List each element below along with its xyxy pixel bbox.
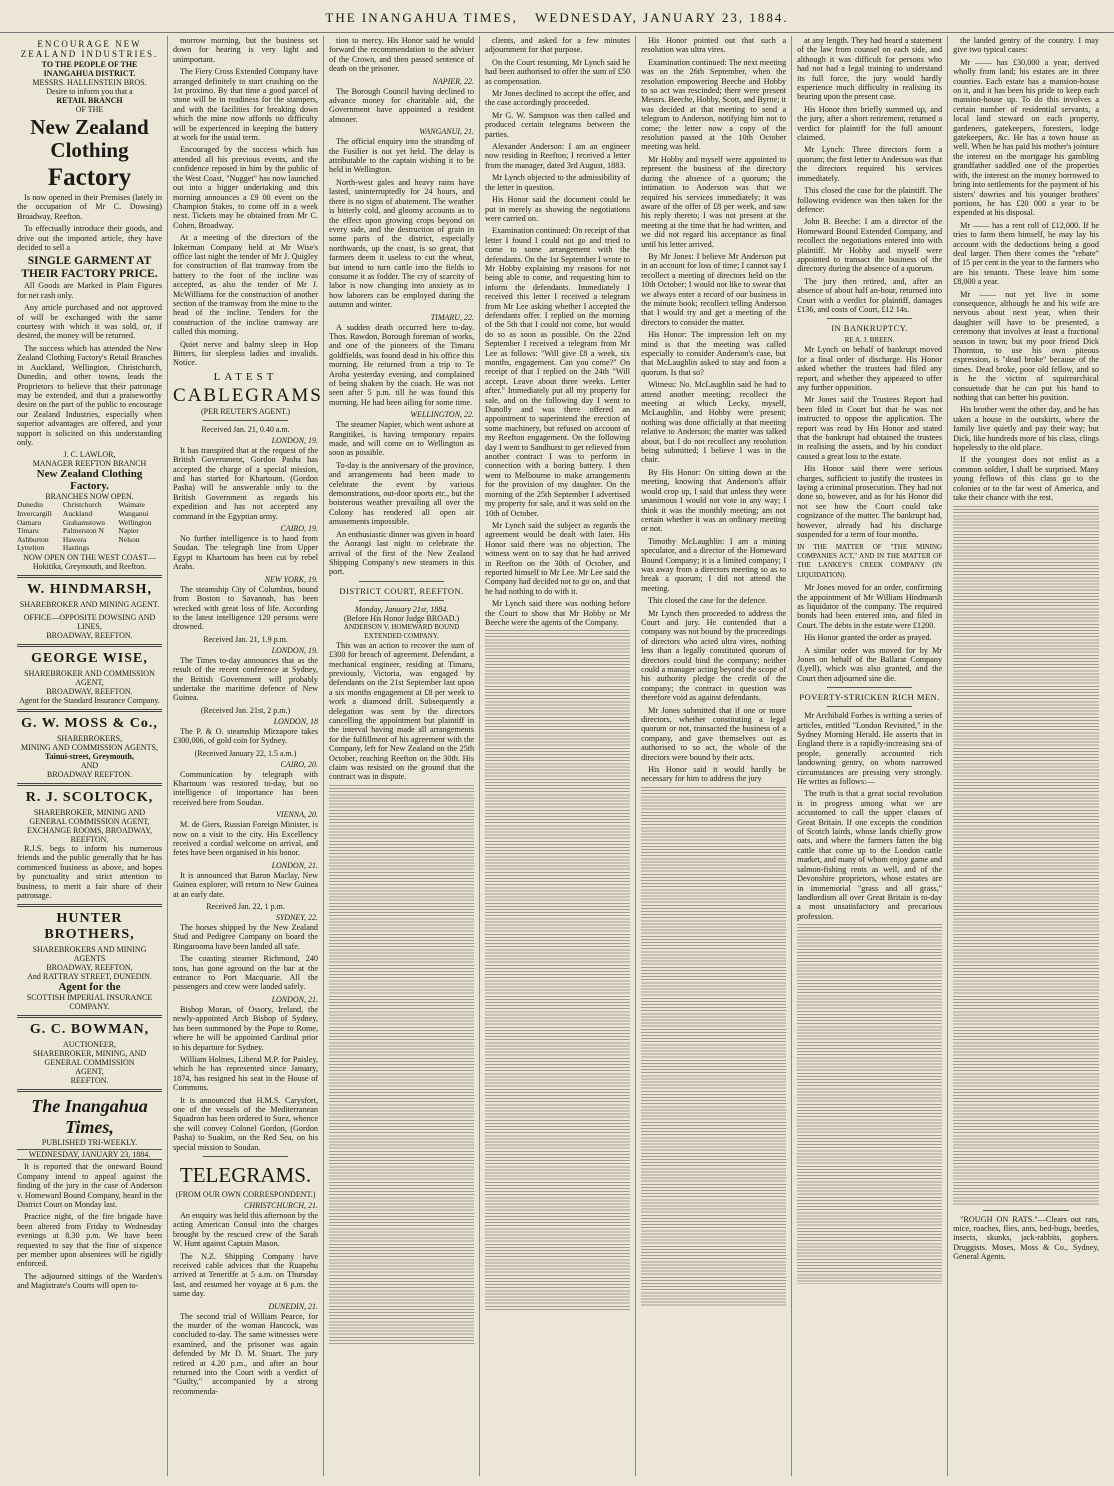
court-paragraph: Examination continued: On receipt of that letter I found I could not go and tried to come to some arrangement with the defendants. On the 1st September I wrote to Mr Hobby explaining my reasons for not being able to come, and requesting him to inform the defendants. Immediately I received this letter I received a telegram from Mr Lee asking whether I accepted the defendants offer. I replied on the morning of the 5th that I could not come, but would do so as soon as possible. On the 22nd September I received a telegram from Mr Lee as follows: "Will give £8 a week, six months, engagement. Can you come?" On receipt of that I replied on the 24th "Will accept. Leave about three weeks. Letter after." Immediately put all my property for sale, and on the following day I went to Dunolly and was there offered an appointment to superintend the erection of some machinery, but refused on account of my Reefton engagement. On the following day I went to Sandhurst to get relieved from another contract I was to perform in connection with a boring battery. I then went to Melbourne to make arrangements for the provision of my daughter. On the morning of the 25th September I advertised my property for sale, and it was sold on the 10th of October. bbox=[485, 226, 631, 518]
reuter-line: (PER REUTER'S AGENT.) bbox=[200, 406, 291, 416]
winding-up-heading: IN THE MATTER OF "THE MINING COMPANIES ACT," AND IN THE MATTER OF THE LANKEY'S CREEK COMPANY (IN LIQUIDATION). bbox=[797, 542, 943, 579]
article-paragraph: Mr —— has £30,000 a year, derived wholly from land; his estates are in three counties. Each estate has a mansion-house on it, and it has been his pride to keep each mansion-house up. To do this involves a certain number of residential servants, a local land steward on each property, gardeners, gatekeepers, foresters, lodge gatekeepers, &c. He has a town house as well. When he has paid his mother's jointure the interest on the mortgage his gambling grandfather saddled one of the properties with, the interest on the money borrowed to bring into settlements for the payment of his sisters' dowries and his younger brothers' portions, he has £20 000 a year to be expended at his disposal. bbox=[953, 57, 1099, 218]
branch-cell: Christchurch bbox=[62, 500, 102, 510]
column-telegrams-court bbox=[324, 36, 480, 1476]
dateline-place: TIMARU, 22. bbox=[430, 312, 475, 322]
article-paragraph: the landed gentry of the country. I may give two typical cases: bbox=[953, 36, 1099, 55]
factory-title: Factory bbox=[47, 164, 132, 191]
branch-cell: Palmerston N bbox=[62, 526, 104, 536]
bowman-title: AUCTIONEER, bbox=[62, 1040, 117, 1050]
divider bbox=[827, 706, 912, 707]
received-line: Received Jan. 21, 0.40 a.m. bbox=[201, 424, 290, 434]
branch-cell: Hastings bbox=[62, 543, 90, 553]
dateline: WEDNESDAY, JANUARY 23, 1884. bbox=[17, 1149, 162, 1160]
court-paragraph: The jury then retired, and, after an absence of about half an-hour, returned into Court with a verdict for plaintiff, damages £136, and costs of Court, £12 14s. bbox=[797, 276, 943, 314]
received-line: (Received January 22, 1.5 a.m.) bbox=[194, 748, 297, 758]
masthead-paper: THE INANGAHUA TIMES, bbox=[325, 10, 518, 25]
news-paragraph: At a meeting of the directors of the Inkerman Company held at Mr Wise's office last night the tender of Mr J. Quigley for construction of flat tramway from the battery to the foot of the incline was accepted, as also the tender of Mr J. McWilliams for the construction of another section of the tramway from the mine to the head of the incline. Tenders for the construction of the incline tramway are called this morning. bbox=[173, 233, 319, 337]
published-line: PUBLISHED TRI-WEEKLY. bbox=[41, 1138, 138, 1148]
moss-mining: MINING AND COMMISSION AGENTS, bbox=[21, 742, 158, 752]
divider bbox=[827, 318, 912, 319]
court-paragraph: His Honor said it would hardly be necessary for him to address the jury bbox=[641, 765, 787, 784]
hindmarsh-title: SHAREBROKER AND MINING AGENT. bbox=[19, 599, 160, 609]
cable-paragraph: It is announced that H.M.S. Carysfort, one of the vessels of the Mediterranean Squadron has been ordered to Suez, whence she will convey Colonel Gordon, (Gordon Pasha) to Suakim, on the Red Sea, on his special mission to Soudan. bbox=[173, 1095, 319, 1152]
court-report-continued bbox=[641, 787, 786, 1307]
telegram-paragraph: The Borough Council having declined to advance money for charitable aid, the Government have appointed a resident almoner. bbox=[329, 86, 475, 124]
court-date: Monday, January 21st, 1884. bbox=[354, 604, 449, 614]
column-advertisements bbox=[12, 36, 168, 1476]
column-cablegrams bbox=[168, 36, 324, 1476]
scoltock-name: R. J. SCOLTOCK, bbox=[25, 789, 154, 805]
bankruptcy-paragraph: Mr Lynch on behalf of bankrupt moved for a final order of discharge. His Honor asked whether the trustees had filed any report, and whether they appeared to offer any further opposition. bbox=[797, 345, 943, 392]
received-line: Received Jan. 21, 1.9 p.m. bbox=[203, 634, 288, 644]
bankruptcy-heading: IN BANKRUPTCY. bbox=[831, 323, 908, 334]
column-article bbox=[948, 36, 1104, 1476]
intro-heading: TO THE PEOPLE OF THE INANGAHUA DISTRICT. bbox=[41, 60, 138, 78]
branch-cell: Wellington bbox=[118, 517, 152, 527]
branch-cell: Wanganui bbox=[118, 508, 149, 518]
hunter-title: SHAREBROKERS AND MINING AGENTS bbox=[32, 945, 147, 964]
moss-address: Tainui-street, Greymouth, bbox=[45, 751, 134, 761]
cable-paragraph: The horses shipped by the New Zealand Stud and Pedigree Company on board the Ringarooma have been landed all safe. bbox=[173, 923, 319, 951]
hunter-address: BROADWAY, REEFTON, bbox=[46, 963, 133, 973]
dateline-place: NAPIER, 22. bbox=[432, 76, 475, 86]
west-coast-heading: NOW OPEN ON THE WEST COAST— bbox=[23, 552, 156, 562]
news-paragraph: morrow morning, but the business set down for hearing is very light and unimportant. bbox=[173, 36, 319, 64]
poverty-heading: POVERTY-STRICKEN RICH MEN. bbox=[799, 692, 940, 703]
court-paragraph: Mr Lynch objected to the admissibility of the letter in question. bbox=[485, 173, 631, 192]
bowman-line4: AGENT, bbox=[75, 1067, 104, 1077]
court-paragraph: Mr Hobby and myself were appointed to represent the business of the directory during the absence of a quorum; the intimation to Anderson was that we required his services immediately; it was aware of the offer of £8 per week, and saw his reply thereto; I was not present at the meeting at the time that he had written, and we did not regard his acceptance as final until his letter arrived. bbox=[641, 154, 787, 249]
dateline-place: CHRISTCHURCH, 21. bbox=[244, 1200, 319, 1210]
west-coast-towns: Hokitika, Greymouth, and Reefton. bbox=[32, 561, 147, 571]
court-paragraph: Alexander Anderson: I am an engineer now residing in Reefton; I received a letter from the manager, dated 3rd August, 1883. bbox=[485, 142, 631, 170]
branch-cell: Timaru bbox=[17, 526, 39, 536]
scoltock-text: R.J.S. begs to inform his numerous friends and the public generally that he has commenced business as above, and hopes by punctuality and strict attention to business, to merit a fair share of their patronage. bbox=[17, 843, 163, 900]
branch-cell: Dunedin bbox=[17, 500, 43, 510]
table-row bbox=[17, 544, 162, 553]
dateline-place: LONDON, 19. bbox=[271, 645, 319, 655]
cable-paragraph: Bishop Moran, of Ossory, Ireland, the newly-appointed Arch Bishop of Sydney, has been summoned by the Pope to Rome, where he will be appointed Cardinal prior to his departure for Sydney. bbox=[173, 1004, 319, 1052]
practice-text: Practice night, of the fire brigade have been altered from Friday to Wednesday evenings at 8.30 p.m. We have been requested to say that the fine of sixpence per member upon absentees will be rigidly enforced. bbox=[17, 1212, 163, 1269]
divider bbox=[983, 1210, 1069, 1211]
branch-cell bbox=[118, 544, 162, 553]
article-paragraph: If the youngest does not enlist as a common soldier, I shall be surprised. Many young fellows of this class go to the colonies or to the far west of America, and take their chance with the rest. bbox=[953, 455, 1099, 503]
telegram-paragraph: The steamer Napier, which went ashore at Rangitikei, is having temporary repairs made, and will come on to Wellington as soon as possible. bbox=[329, 420, 475, 458]
dateline-place: CAIRO, 19. bbox=[280, 524, 319, 534]
dateline-place: SYDNEY, 22. bbox=[275, 913, 319, 923]
branch-cell: Napier bbox=[118, 526, 139, 536]
court-judge: (Before His Honor Judge BROAD.) bbox=[343, 613, 460, 623]
masthead-date: WEDNESDAY, JANUARY 23, 1884. bbox=[535, 10, 789, 25]
manager-name: J. C. LAWLOR, bbox=[63, 450, 116, 460]
bankruptcy-paragraph: Mr Jones said the Trustees Report had been filed in Court but that he was not instructed to oppose the application. The report was read by His Honor and stated that the bankrupt had obtained the trustees in realising the assets, and by his conduct caused a great loss to the estate. bbox=[797, 395, 943, 461]
nz-clothing-title: New Zealand Clothing bbox=[30, 115, 149, 162]
divider bbox=[203, 420, 288, 421]
bowman-line3: GENERAL COMMISSION bbox=[44, 1058, 135, 1068]
bowman-address: REEFTON. bbox=[70, 1076, 109, 1086]
branch-cell: Invercargill bbox=[17, 508, 52, 518]
nzcf-heading: New Zealand Clothing Factory. bbox=[36, 468, 143, 493]
telegram-paragraph: To-day is the anniversary of the province, and arrangements had been made to celebrate the event by various demonstrations, out-door sports etc., but the boisterous weather prevailing all over the Colony has rendered all open air amusements impossible. bbox=[329, 460, 475, 527]
paper-name: The Inangahua Times, bbox=[31, 1096, 148, 1138]
hindmarsh-office: OFFICE—OPPOSITE DOWSING AND LINES, bbox=[23, 612, 156, 631]
telegram-paragraph: The official enquiry into the stranding of the Fusilier is not yet held. The delay is attributable to the captain wishing it to be held in Wellington. bbox=[329, 137, 475, 175]
dateline-place: LONDON, 21. bbox=[271, 860, 319, 870]
divider bbox=[17, 1015, 162, 1018]
telegrams-heading: TELEGRAMS. bbox=[179, 1162, 312, 1187]
divider bbox=[203, 1156, 288, 1157]
cable-paragraph: The Times to-day announces that as the result of the recent conference at Sydney, the British Government will probably undertake the maritime defence of New Guinea. bbox=[173, 655, 319, 703]
hunter-agent: Agent for the bbox=[58, 981, 121, 994]
bankruptcy-paragraph: His Honor granted the order as prayed. bbox=[804, 633, 932, 643]
court-paragraph: Mr G. W. Sampson was then called and produced certain telegrams between the parties. bbox=[485, 110, 631, 139]
telegram-paragraph: The second trial of William Pearce, for the murder of the woman Hancock, was concluded to-day. The same witnesses were examined, and the prisoner was again defended by Mr D. M. Stuart. The jury retired at 4.20 p.m., and after an hour returned into the Court with a verdict of "Guilty," accompanied by a strong recommenda- bbox=[173, 1311, 319, 1396]
court-paragraph: This was an action to recover the sum of £300 for breach of agreement. Defendant, a mechanical engineer, residing at Timaru, previously, Victoria, was engaged by defendants on the 21st September last upon a six months engagement at £8 per week to work a diamond drill. Subsequently a delegation was sent by the directors cancelling the appointment but plaintiff in the interval having made all arrangements for the fulfillment of his agreement with the Company, left for New Zealand on the 25th October, reaching Reefton on the 30th. His claim was resisted on the ground that the contract was in dispute. bbox=[329, 640, 475, 782]
branch-cell: Grahamstown bbox=[62, 517, 105, 527]
district-court-heading: DISTRICT COURT, REEFTON. bbox=[339, 585, 464, 596]
court-paragraph: This closed the case for the plaintiff. The following evidence was then taken for the defence: bbox=[797, 186, 943, 214]
divider bbox=[17, 783, 162, 786]
news-paragraph: Encouraged by the success which has attended all his previous events, and the confidence reposed in him by the public of the West Coast, "Nugget" has now launched out into a bigger undertaking and this morning announces a £9 00 event on the Champion Stakes, to come off in a week next. Tickets may be obtained from Mr C. Cohen, Broadway. bbox=[173, 145, 319, 230]
wise-name: GEORGE WISE, bbox=[31, 650, 148, 666]
court-paragraph: By His Honor: On sitting down at the meeting, knowing that Anderson's affair would crop up, I said that unless they were unanimous I would not vote in any way; I think it was the monthly meeting; am not certain whether it was an ordinary meeting or not. bbox=[641, 467, 787, 534]
court-paragraph: On the Court resuming, Mr Lynch said he had been authorised to offer the sum of £50 as compensation. bbox=[485, 57, 631, 86]
moss-address2: BROADWAY REEFTON. bbox=[46, 769, 133, 779]
court-paragraph: Mr Lynch then proceeded to address the Court and jury. He contended that a company was not bound by the proceedings of directors who acted ultra vires, nothing less than a legally constituted quorum of directors could bind the company; neither could a manager acting beyond the scope of his authority pledge the credit of the company; the contract in question was therefore void as against defendants. bbox=[641, 608, 787, 703]
dateline-place: NEW YORK, 19. bbox=[264, 574, 319, 584]
news-paragraph: Quiet nerve and balmy sleep in Hop Bitters, for sleepless ladies and invalids. Notice. bbox=[173, 339, 319, 368]
telegram-paragraph: The N.Z. Shipping Company have received cable advices that the Ruapehu arrived at Teneriffe at 5 a.m. on Thursday last, and resumed her voyage at 6 p.m. the same day. bbox=[173, 1251, 319, 1299]
article-continued bbox=[953, 506, 1099, 1206]
adjourned-text: The adjourned sittings of the Warden's and Magistrate's Courts will open to- bbox=[17, 1271, 163, 1291]
received-line: Received Jan. 22, 1 p.m. bbox=[206, 902, 285, 912]
case-title: ANDERSON V. HOMEWARD BOUND EXTENDED COMPANY. bbox=[343, 622, 460, 640]
own-correspondent: (FROM OUR OWN CORRESPONDENT.) bbox=[175, 1189, 316, 1199]
court-paragraph: Mr Jones declined to accept the offer, and the case accordingly proceeded. bbox=[485, 89, 631, 108]
rough-on-rats-ad: "ROUGH ON RATS."—Clears out rats, mice, roaches, flies, ants, bed-bugs, beetles, insects, skunks, jack-rabbits, gophers. Druggists. Moses, Moss & Co., Sydney, General Agents. bbox=[953, 1214, 1099, 1262]
firm-name: MESSRS. HALLENSTEIN BROS. bbox=[32, 78, 147, 87]
dateline-place: LONDON, 18 bbox=[273, 716, 319, 726]
single-garment-heading: SINGLE GARMENT AT THEIR FACTORY PRICE. bbox=[21, 255, 158, 281]
hunter-company: COMPANY. bbox=[69, 1002, 110, 1012]
cable-paragraph: The coasting steamer Richmond, 240 tons, has gone aground on the bar at the entrance to Port Macquarie. All the passengers and crew were landed safely. bbox=[173, 954, 319, 992]
court-paragraph: His Honor pointed out that such a resolution was ultra vires. bbox=[641, 36, 787, 55]
firm-subline: Desire to inform you that a bbox=[46, 87, 133, 96]
bankruptcy-paragraph: Mr Jones moved for an order, confirming the appointment of Mr William Hindmarsh as liquidator of the company. The required bonds had been entered into, and filed in Court. The debts in the estate were £1200. bbox=[797, 583, 943, 630]
column-court-report-2 bbox=[636, 36, 792, 1476]
bankruptcy-paragraph: His Honor said there were serious charges, sufficient to justify the trustees in laying a criminal prosecution. They had not done so, however, and as for his Honor did not see how the Court could take cognizance of the matter. The bankrupt had, however, already had his discharge suspended for a term of four months. bbox=[797, 464, 943, 540]
branch-cell: Ashburton bbox=[17, 534, 49, 544]
moss-name: G. W. MOSS & Co., bbox=[21, 715, 158, 731]
branch-cell: Hawera bbox=[62, 534, 87, 544]
court-paragraph: clients, and asked for a few minutes adjournment for that purpose. bbox=[485, 36, 631, 55]
encourage-heading: ENCOURAGE NEW ZEALAND INDUSTRIES. bbox=[20, 39, 159, 59]
court-paragraph: His Honor then briefly summed up, and the jury, after a short retirement, returned a verdict for plaintiff for the full amount claimed. bbox=[797, 104, 943, 143]
latest-heading: LATEST bbox=[213, 370, 278, 383]
cable-paragraph: No further intelligence is to hand from Soudan. The telegraph line from Upper Egypt to Khartoum has been cut by rebel Arabs. bbox=[173, 534, 319, 572]
cable-paragraph: The steamship City of Columbus, bound from Boston to Savannah, has been wrecked with great loss of life. According to the latest intelligence 120 persons were drowned. bbox=[173, 584, 319, 632]
moss-title: SHAREBROKERS, bbox=[56, 733, 123, 743]
dateline-place: CAIRO, 20. bbox=[280, 759, 319, 769]
court-paragraph: This closed the case for the defence. bbox=[648, 596, 767, 606]
telegram-paragraph: An enthusiastic dinner was given in board the Aorangi last night to celebrate the arrival of the first of the New Zealand Shipping Company's new steamers in this port. bbox=[329, 529, 475, 577]
hunter-insurance: SCOTTISH IMPERIAL INSURANCE bbox=[26, 993, 153, 1003]
court-paragraph: Timothy McLaughlin: I am a mining speculator, and a director of the Homeward Bound Company; it is a limited company; I was away from a directors meeting so as to break a quorum; I did not attend the meeting. bbox=[641, 536, 787, 593]
cable-paragraph: It has transpired that at the request of the British Government, Gordon Pasha has accepted the charge of a special mission, and has started for Khartoum. (Gordon Pasha) will be answerable only to the British Government as regards his expedition and has not accepted any command in the Egyptian army. bbox=[173, 445, 319, 521]
received-line: (Received Jan. 21st, 2 p.m.) bbox=[200, 705, 291, 715]
court-paragraph: Mr Lynch said there was nothing before the Court to show that Mr Hobby or Mr Beeche were the agents of the Company. bbox=[485, 599, 631, 627]
column-court-report bbox=[480, 36, 636, 1476]
cable-paragraph: Communication by telegraph with Khartoum was restored to-day, but no intelligence of importance has been received here from Soudan. bbox=[173, 769, 319, 807]
cable-paragraph: M. de Giers, Russian Foreign Minister, is now on a visit to the city. His Excellency received a cordial welcome on arrival, and fetes have been organised in his honor. bbox=[173, 820, 319, 858]
divider bbox=[17, 575, 162, 578]
retail-branch: RETAIL BRANCH bbox=[56, 96, 123, 105]
dateline-place: DUNEDIN, 21. bbox=[268, 1301, 319, 1311]
telegram-paragraph: North-west gales and heavy rains have lasted, uninterruptedly for 24 hours, and there is no signs of abatement. The weather is bitterly cold, and gloomy accounts as to the effect upon growing crops beyond on every side, and the destruction of grain in some parts of the district, especially northwards, up the coast, is so great, that farmers deem it useless to cut the wheat, but intend to turn cattle into the fields to consume it as fodder. The cry of scarcity of labor is now changing into anxiety as to how laborers can be employed during the autumn and winter. bbox=[329, 177, 475, 310]
branch-cell: Nelson bbox=[118, 534, 140, 544]
article-paragraph: Mr Archibald Forbes is writing a series of articles, entitled "London Revisited," in the Sydney Morning Herald. He asserts that in England there is a rapidly-increasing sea of people, generally accounted rich landowning gentry, on whom narrowed circumstances are pressing very strongly. He writes as follows:— bbox=[797, 711, 943, 787]
of-the: OF THE bbox=[75, 105, 104, 114]
hindmarsh-name: W. HINDMARSH, bbox=[27, 581, 152, 597]
court-paragraph: Examination continued: The next meeting was on the 26th September, when the resolution empowering Beeche and Hobby to so act was rescinded; there were present Messrs. Beeche, Hobby, Scott, and Byrne; it was decided at that meeting to send a telegram to Anderson, notifying him not to come; the letter now a copy of the resolution passed at the 10th October meeting was held. bbox=[641, 57, 787, 152]
dateline-place: WANGANUI, 21. bbox=[419, 127, 475, 137]
moss-and: AND bbox=[80, 760, 99, 770]
article-text: Any article purchased and not approved of will be exchanged with the same courtesy with which it was sold, or, if desired, the money will be returned. bbox=[17, 303, 163, 341]
dateline-place: VIENNA, 20. bbox=[276, 810, 319, 820]
dateline-place: WELLINGTON, 22. bbox=[410, 410, 475, 420]
divider bbox=[17, 709, 162, 712]
branch-table bbox=[17, 501, 162, 553]
court-paragraph: Mr Jones submitted that if one or more directors, whether constituting a legal quorum or not, transacted the business of a company, and gave themselves out as authorised to so act, the whole of the directors were bound by their acts. bbox=[641, 705, 787, 762]
branch-cell: Waimate bbox=[118, 500, 145, 510]
court-paragraph: John B. Beeche: I am a director of the Homeward Bound Extended Company, and recollect the negotiations entered into with plaintiff. Mr Hobby and myself were appointed to transact the business of the directory during the absence of a quorum. bbox=[797, 217, 943, 274]
court-paragraph: His Honor: The impression left on my mind is that the meeting was called especially to consider Anderson's case, but that McLaughlin asked to stay and form a quorum. Is that so? bbox=[641, 330, 787, 377]
cable-paragraph: It is announced that Baron Maclay, New Guinea explorer, will return to New Guinea at an early date. bbox=[173, 870, 319, 899]
court-paragraph: By Mr Jones: I believe Mr Anderson put in an account for loss of time; I cannot say I recollect a meeting of directors held on the 10th October; I would not like to swear that we always enter a record of our business in the minute book; recollect telling Anderson that I would try and get a meeting of the directors to consider the matter. bbox=[641, 251, 787, 327]
news-paragraph: The Fiery Cross Extended Company have arranged definitely to start crushing on the 1st proximo. By that time a good parcel of stone will be in readiness for the stampers, and with the facilities for breaking down which the mine now affords no difficulty will be experienced in keeping the battery at work for the usual term. bbox=[173, 67, 319, 143]
article-continued bbox=[797, 924, 942, 1284]
court-paragraph: His Honor said the document could be put in merely as showing the negotiations were carried on. bbox=[485, 195, 631, 223]
court-paragraph: at any length. They had heard a statement of the law from counsel on each side, and although it was difficult for persons who had not had a legal training to understand its full force, the jury would hardly experience much difficulty in realising its bearing upon the present case. bbox=[797, 36, 943, 102]
court-report-continued bbox=[329, 785, 474, 1345]
bankruptcy-case: RE A. J. BREEN. bbox=[844, 336, 895, 345]
wise-address: BROADWAY, REEFTON. bbox=[46, 686, 133, 696]
telegram-paragraph: tion to mercy. His Honor said he would forward the recommendation to the adviser of the Crown, and then passed sentence of death on the prisoner. bbox=[329, 36, 475, 74]
telegram-paragraph: An enquiry was held this afternoon by the acting American Consul into the charges brought by the rescued crew of the Sarah W. Hunt against Captain Mason. bbox=[173, 1210, 319, 1249]
scoltock-address: EXCHANGE ROOMS, BROADWAY, REEFTON. bbox=[27, 825, 152, 844]
dateline-place: LONDON, 21. bbox=[271, 994, 319, 1004]
manager-title: MANAGER REEFTON BRANCH bbox=[32, 459, 147, 469]
court-paragraph: Mr Lynch said the subject as regards the agreement would be dealt with later. His Honor said there was no objection. The witness went on to say that he had arrived in Reefton on the 30th of October, and reported himself to Mr Lee. Mr Lee said the Company had decided not to go on, and that he had nothing to do with it. bbox=[485, 520, 631, 596]
bankruptcy-paragraph: A similar order was moved for by Mr Jones on behalf of the Ballarat Company (Lyell), which was also granted, and the Court then adjourned sine die. bbox=[797, 645, 943, 683]
plain-figures-text: All Goods are Marked in Plain Figures for net cash only. bbox=[17, 281, 163, 300]
article-paragraph: Mr —— not yet live in some consequence, although he and his wife are nervous about next year, when their daughter will have to be presented, a ceremony that involves at least a fractional season in town; but my poor friend Dick Thornton, to use his own piteous expression, is "dead broke" because of the times. Dead broke, poor old fellow, and so is he the victim of squirearchical consuetude that he can put his hand to nothing that can better his position. bbox=[953, 289, 1099, 403]
divider bbox=[359, 600, 444, 601]
wise-agent: Agent for the Standard Insurance Company. bbox=[19, 695, 160, 705]
branch-cell: Auckland bbox=[62, 508, 93, 518]
hunter-address2: And RATTRAY STREET, DUNEDIN. bbox=[27, 972, 152, 982]
hindmarsh-address: BROADWAY, REEFTON. bbox=[46, 630, 133, 640]
intro2-text: To effectually introduce their goods, and drive out the imported article, they have decided to sell a bbox=[17, 224, 163, 253]
cable-paragraph: The P. & O. steamship Mirzapore takes £300,006, of gold coin for Sydney. bbox=[173, 726, 319, 746]
telegram-paragraph: A sudden death occurred here to-day. Thos. Rawdon, Borough foreman of works, and one of the pioneers of the Timaru goldfields, was found dead in his office this morning. He returned from a trip to Te Aroha yesterday evening, and complained of being shaken by the coach. He was not seen after 5 p.m. till he was found this morning. He had been ailing for some time. bbox=[329, 322, 475, 407]
branch-cell: Oamaru bbox=[17, 517, 42, 527]
divider bbox=[17, 904, 162, 907]
report-text: It is reported that the oneward Bound Company intend to appeal against the finding of the jury in the case of Anderson v. Homeward Bound Company, heard in the District Court on Monday last. bbox=[17, 1162, 163, 1209]
divider bbox=[359, 581, 444, 582]
court-paragraph: Witness: No. McLaughlin said he had to attend another meeting; recollect the meeting at which Lecky, myself, McLaughlin, and Hobby were present; nothing was done officially at that meeting relative to Anderson; the matter was talked about, but I do not recollect any resolution being submitted; I believe I was in the chair. bbox=[641, 380, 787, 465]
branches-heading: BRANCHES NOW OPEN. bbox=[45, 492, 134, 502]
cablegrams-heading: CABLEGRAMS bbox=[173, 384, 323, 406]
page-masthead bbox=[0, 10, 1114, 33]
column-bankruptcy bbox=[792, 36, 948, 1476]
bowman-line2: SHAREBROKER, MINING, AND bbox=[32, 1049, 147, 1059]
opened-text: Is now opened in their Premises (lately in the occupation of Mr C. Dowsing) Broadway, Reefton. bbox=[17, 193, 163, 221]
divider bbox=[17, 644, 162, 647]
success-text: The success which has attended the New Zealand Clothing Factory's Retail Branches in Auckland, Wellington, Christchurch, Dunedin, and other towns, leads the Proprietors to believe that their patronage may be extended, and that a praiseworthy desire on the part of the public to encourage our Zealand Industries, especially when superior advantages are offered, and your support is solicited on this understanding only. bbox=[17, 343, 163, 447]
scoltock-title: SHAREBROKER, MINING AND GENERAL COMMISSION AGENT, bbox=[29, 807, 150, 826]
article-paragraph: The truth is that a great social revolution is in progress among what we are accustomed to call the upper classes of Great Britain. If one excepts the condition of Scotch lairds, whose lands chiefly grow oats, and where the farmers fatten the big cattle that come up to the London cattle market, and many of whom enjoy game and salmon-fishing rents as well, and of the Devonshire proprietors, whose estates are in immemorial "grass and all grass," landlordism all over Great Britain is to-day a most unsatisfactory and precarious profession. bbox=[797, 789, 943, 921]
wise-title: SHAREBROKER AND COMMISSION AGENT, bbox=[24, 668, 155, 687]
divider bbox=[827, 687, 912, 688]
branch-cell: Lyttelton bbox=[17, 543, 45, 553]
court-report-continued bbox=[485, 630, 630, 1310]
cable-paragraph: William Holmes, Liberal M.P. for Paisley, which he has represented since January, 1874, has resigned his seat in the House of Commons. bbox=[173, 1054, 319, 1093]
dateline-place: LONDON, 19. bbox=[271, 435, 319, 445]
hunter-name: HUNTER BROTHERS, bbox=[44, 911, 135, 943]
article-paragraph: His brother went the other day, and he has taken a house in the outskirts, where the family live quietly and pay their way; but Dick, like hundreds more of his class, clings hopelessly to the old place. bbox=[953, 405, 1099, 453]
court-paragraph: Mr Lynch: Three directors form a quorum; the first letter to Anderson was that the directors required his services immediately. bbox=[797, 145, 943, 183]
bowman-name: G. C. BOWMAN, bbox=[29, 1022, 150, 1038]
article-paragraph: Mr —— has a rent roll of £12,000. If he tries to farm them himself, he may lay his account with the deductions being a good deal larger. Then there comes the "rebate" of 15 per cent in the year to the farmers who are his tenants. These leave him some £8,000 a year. bbox=[953, 220, 1099, 287]
divider bbox=[17, 1089, 162, 1092]
